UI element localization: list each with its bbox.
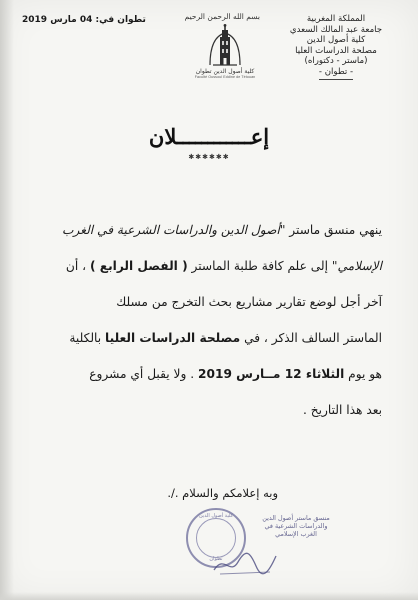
semester-label: ( الفصل الرابع ) [89,259,188,273]
program-name-part-2: الإسلامي" [331,259,382,273]
body-line-4 [30,320,382,356]
scan-bottom-shadow [0,592,418,600]
coordinator-stamp-line-2: والدراسات الشرعية في [264,522,328,531]
coordinator-stamp-line-1: منسق ماستر أصول الدين [262,514,330,522]
announcement-title: إعــــــــــــلان [148,124,270,149]
faculty-logo [184,12,260,79]
body-line-1-intro: ينهي منسق ماستر [289,223,382,237]
minaret-logo-icon [207,23,243,67]
body-line-2-text: إلى علم كافة طلبة الماستر [191,259,328,273]
title-ornament: ✱✱✱✱✱✱ [188,153,230,161]
body-line-5 [30,356,382,392]
logo-caption-latin: Faculté Oussoul Eddine de Tétouan [194,75,256,79]
signature-icon [210,548,280,578]
bismillah: بسم الله الرحمن الرحيم [184,12,260,21]
body-line-1 [30,212,382,248]
coordinator-stamp [248,514,344,539]
body-line-4-text: الماستر السالف الذكر ، في [244,331,382,345]
deadline-date: الثلاثاء 12 مــارس 2019 [198,367,345,381]
institution-line-university: جامعة عبد المالك السعدي [289,24,383,35]
document-date: تطوان في: 04 مارس 2019 [22,15,146,25]
body-line-4-end: بالكلية [69,331,102,345]
department-name: مصلحة الدراسات العليا [105,331,241,345]
body-line-6: بعد هذا التاريخ . [302,403,382,417]
faculty-seal-top-text: كلية أصول الدين [199,513,233,519]
institution-line-department: مصلحة الدراسات العليا [295,45,377,56]
institution-line-city: - تطوان - [319,67,353,80]
institution-line-programs: (ماستر - دكتوراه) [304,56,368,67]
scan-edge-shadow [0,0,14,600]
body-line-5-text: هو يوم [348,367,382,381]
body-line-3: آخر أجل لوضع تقارير مشاريع بحث التخرج من مسلك [116,295,382,309]
body-line-2-end: ، أن [65,259,87,273]
body-line-5-end: . ولا يقبل أي مشروع [89,367,195,381]
logo-caption: كلية أصول الدين تطوان [195,68,255,75]
institution-line-kingdom: المملكة المغربية [306,14,366,24]
institution-header [276,14,396,80]
program-name-part-1: "أصول الدين والدراسات الشرعية في الغرب [62,223,286,237]
body-line-2 [30,248,382,284]
coordinator-stamp-line-3: الغرب الإسلامي [275,530,317,539]
institution-line-faculty: كلية أصول الدين [306,35,366,46]
closing-line: وبه إعلامكم والسلام ./. [167,486,278,500]
announcement-body [30,212,382,428]
faculty-seal-bottom-text: تطوان [209,556,223,562]
